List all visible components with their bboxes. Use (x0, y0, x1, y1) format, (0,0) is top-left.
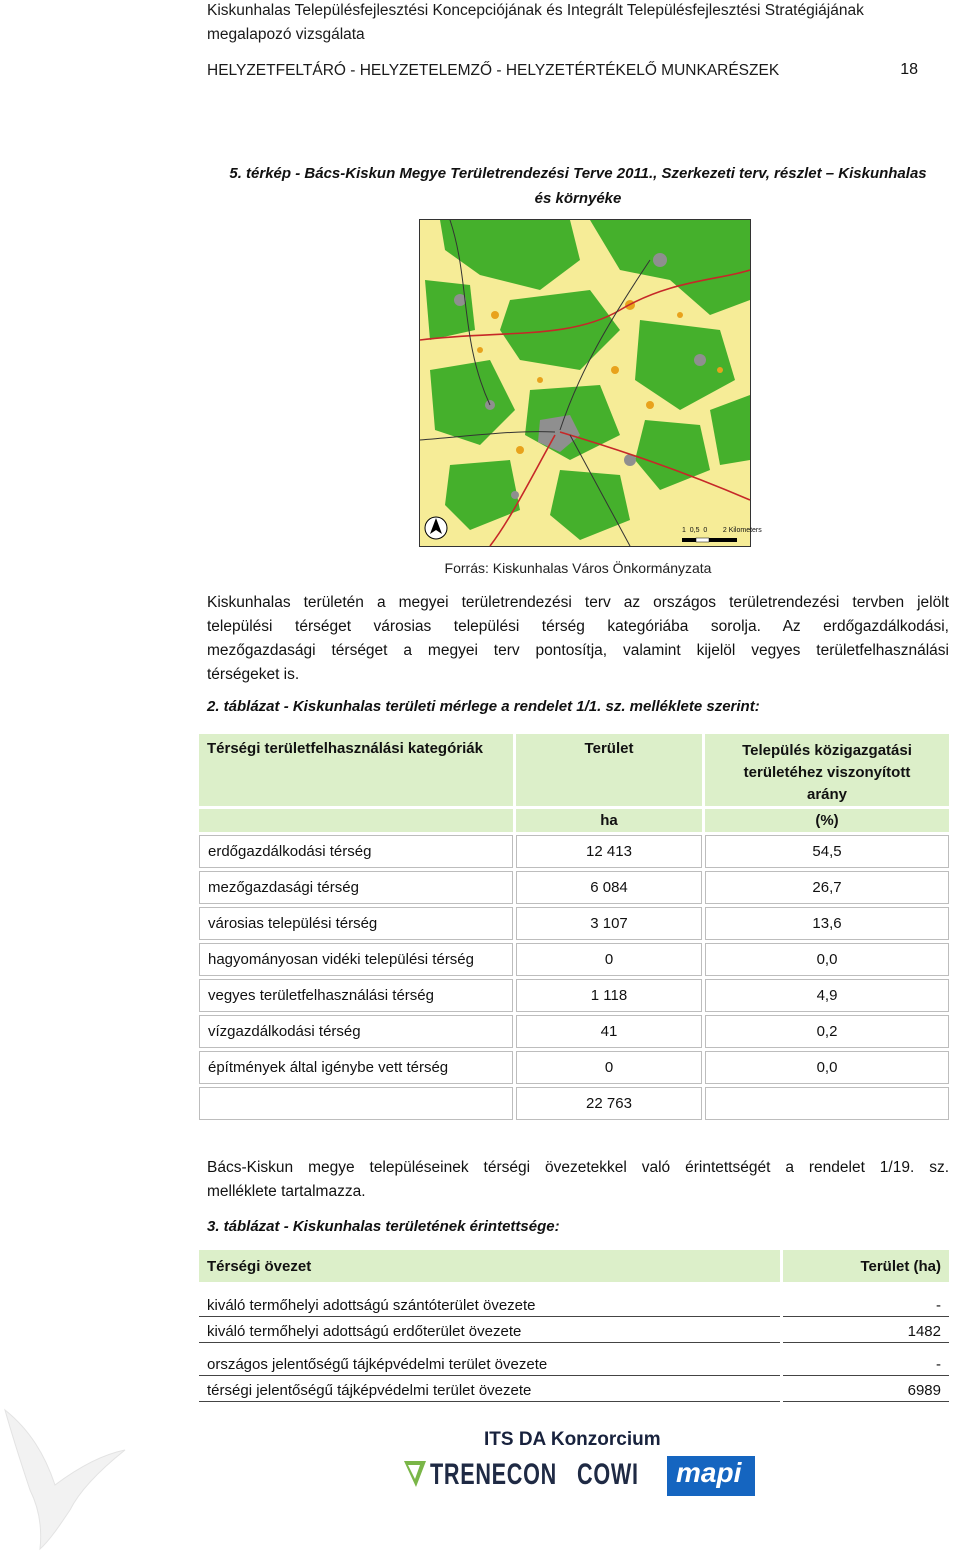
table2-spacer (199, 1346, 949, 1350)
table1-header-ratio (705, 734, 949, 806)
table1-header-ratio-line3: arány (806, 786, 848, 803)
table1-row-area: 3 107 (516, 907, 702, 940)
table-row (199, 835, 949, 868)
table1-header-ratio-line2: területéhez viszonyított (743, 764, 911, 781)
table1-row-pct: 54,5 (705, 835, 949, 868)
paragraph-1-line4: térségeket is. (207, 666, 300, 683)
trenecon-logo-icon (404, 1461, 426, 1487)
table1-row-name: erdőgazdálkodási térség (199, 835, 513, 868)
cowi-logo-text: COWI (577, 1458, 639, 1491)
table2-row-value: - (783, 1353, 949, 1376)
table1-row-area: 1 118 (516, 979, 702, 1012)
table-row (199, 907, 949, 940)
table2-row-name: országos jelentőségű tájképvédelmi terület övezete (199, 1353, 780, 1376)
table-row (199, 1015, 949, 1048)
table2-row-value: - (783, 1294, 949, 1317)
table1-row-pct: 4,9 (705, 979, 949, 1012)
table-row (199, 943, 949, 976)
mapi-logo-text: mapi (676, 1457, 742, 1488)
table1-row-area: 12 413 (516, 835, 702, 868)
table-row (199, 871, 949, 904)
table1-row-name: építmények által igénybe vett térség (199, 1051, 513, 1084)
table1-row-name: vízgazdálkodási térség (199, 1015, 513, 1048)
table2-spacer (199, 1285, 949, 1291)
table2-row-name: kiváló termőhelyi adottságú erdőterület övezete (199, 1320, 780, 1343)
table-row (199, 1051, 949, 1084)
table2-row-name: kiváló termőhelyi adottságú szántóterület övezete (199, 1294, 780, 1317)
table1-row-pct: 0,0 (705, 943, 949, 976)
table2-row-value: 1482 (783, 1320, 949, 1343)
map-caption (207, 161, 949, 211)
table1-row-area: 0 (516, 943, 702, 976)
map-scale-label: 1 0,5 0 2 Kilometers (682, 527, 762, 534)
table2-header-area: Terület (ha) (783, 1250, 949, 1282)
table1-header-category: Térségi területfelhasználási kategóriák (199, 734, 513, 806)
table-row (199, 1353, 949, 1376)
paragraph-2-line1: Bács-Kiskun megye településeinek térségi övezetekkel való érintettségét a rendelet 1/19. sz. (207, 1159, 949, 1176)
table-row (199, 1379, 949, 1402)
map-caption-line2: és környéke (534, 190, 622, 207)
trenecon-logo-text: TRENECON (430, 1458, 557, 1491)
table1-row-name: vegyes területfelhasználási térség (199, 979, 513, 1012)
table1-row-pct: 0,2 (705, 1015, 949, 1048)
header-title-line2: megalapozó vizsgálata (207, 26, 365, 43)
paragraph-2-line2: melléklete tartalmazza. (207, 1183, 366, 1200)
table2-title: 3. táblázat - Kiskunhalas területének érintettsége: (207, 1218, 560, 1235)
table1-row-pct: 13,6 (705, 907, 949, 940)
footer-consortium-title: ITS DA Konzorcium (484, 1429, 661, 1450)
map-source: Forrás: Kiskunhalas Város Önkormányzata (444, 560, 712, 576)
land-use-table (196, 731, 952, 1123)
table1-row-area: 0 (516, 1051, 702, 1084)
table1-row-pct: 26,7 (705, 871, 949, 904)
table1-row-name: hagyományosan vidéki települési térség (199, 943, 513, 976)
table1-row-name: városias települési térség (199, 907, 513, 940)
paragraph-1-line1: Kiskunhalas területén a megyei területrendezési terv az országos területrendezési tervben jelölt (207, 594, 949, 611)
table1-total-row (199, 1087, 949, 1120)
table1-row-pct: 0,0 (705, 1051, 949, 1084)
map-caption-line1: 5. térkép - Bács-Kiskun Megye Területrendezési Terve 2011., Szerkezeti terv, részlet – Kiskunhalas (229, 165, 927, 182)
page-number: 18 (900, 61, 918, 78)
paragraph-1-line2: települési térséget városias települési térség kategóriába sorolja. Az erdőgazdálkodási, (207, 618, 949, 635)
table1-title: 2. táblázat - Kiskunhalas területi mérlege a rendelet 1/1. sz. melléklete szerint: (207, 698, 760, 715)
paragraph-1-line3: mezőgazdasági térséget a megyei terv pontosítja, valamint kijelöl vegyes területfelhasználási (207, 642, 949, 659)
table1-unit-pct: (%) (705, 809, 949, 832)
table1-total-empty (199, 1087, 513, 1120)
table1-unit-ha: ha (516, 809, 702, 832)
map-image (419, 219, 762, 547)
table1-total-area: 22 763 (516, 1087, 702, 1120)
table2-row-name: térségi jelentőségű tájképvédelmi terület övezete (199, 1379, 780, 1402)
paragraph-1 (207, 591, 949, 687)
zone-table (196, 1247, 952, 1405)
table1-header-area: Terület (516, 734, 702, 806)
table1-row-area: 41 (516, 1015, 702, 1048)
table-row (199, 979, 949, 1012)
mapi-logo (667, 1456, 755, 1496)
table1-row-name: mezőgazdasági térség (199, 871, 513, 904)
table1-total-empty-pct (705, 1087, 949, 1120)
table1-row-area: 6 084 (516, 871, 702, 904)
table1-header-ratio-line1: Település közigazgatási (742, 742, 912, 759)
paragraph-2 (207, 1156, 949, 1204)
watermark-bird-icon (0, 1400, 130, 1554)
table1-header-empty (199, 809, 513, 832)
table2-header-zone: Térségi övezet (199, 1250, 780, 1282)
table2-row-value: 6989 (783, 1379, 949, 1402)
table-row (199, 1294, 949, 1317)
map-drawing (420, 220, 750, 546)
header-section-title: HELYZETFELTÁRÓ - HELYZETELEMZŐ - HELYZETÉRTÉKELŐ MUNKARÉSZEK (207, 62, 780, 79)
table-row (199, 1320, 949, 1343)
header-title-line1: Kiskunhalas Településfejlesztési Koncepciójának és Integrált Településfejlesztési Stratégiájának (207, 2, 864, 19)
